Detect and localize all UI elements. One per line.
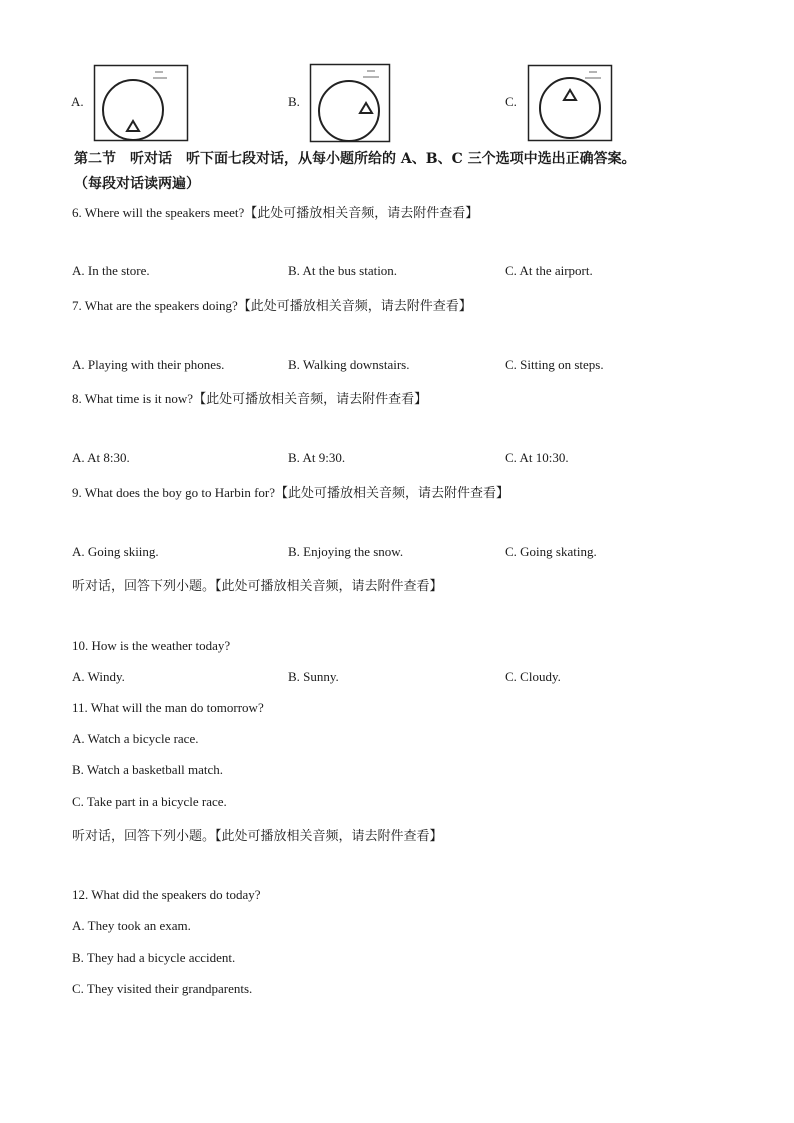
question-10-option-b: B. Sunny. bbox=[288, 669, 339, 684]
question-6-option-c: C. At the airport. bbox=[505, 263, 593, 278]
question-11-option-b: B. Watch a basketball match. bbox=[72, 762, 224, 777]
question-11-option-a: A. Watch a bicycle race. bbox=[72, 731, 199, 746]
question-6-option-b: B. At the bus station. bbox=[288, 263, 398, 278]
group-1-intro: 听对话，回答下列小题。【此处可播放相关音频，请去附件查看】 bbox=[72, 578, 443, 593]
question-12-option-c: C. They visited their grandparents. bbox=[72, 981, 253, 996]
question-9-option-c: C. Going skating. bbox=[505, 544, 597, 559]
question-6-stem: 6. Where will the speakers meet?【此处可播放相关音频，请去附件查看】 bbox=[72, 205, 479, 220]
section-heading-note: （每段对话读两遍） bbox=[74, 176, 200, 192]
question-11-stem: 11. What will the man do tomorrow? bbox=[72, 700, 264, 715]
question-12-stem: 12. What did the speakers do today? bbox=[72, 887, 261, 902]
figure-b-image bbox=[309, 63, 391, 143]
group-2-intro: 听对话，回答下列小题。【此处可播放相关音频，请去附件查看】 bbox=[72, 828, 443, 843]
question-9-option-b: B. Enjoying the snow. bbox=[288, 544, 404, 559]
section-heading: 第二节 听对话 听下面七段对话，从每小题所给的 A、B、C 三个选项中选出正确答案。 bbox=[74, 151, 636, 167]
question-7-stem: 7. What are the speakers doing?【此处可播放相关音频，请去附件查看】 bbox=[72, 298, 472, 313]
question-10-option-c: C. Cloudy. bbox=[505, 669, 561, 684]
figure-c-label: C. bbox=[505, 94, 517, 109]
question-8-option-c: C. At 10:30. bbox=[505, 450, 569, 465]
question-12-option-a: A. They took an exam. bbox=[72, 918, 191, 933]
figure-b-label: B. bbox=[288, 94, 300, 109]
question-6-option-a: A. In the store. bbox=[72, 263, 150, 278]
question-8-option-b: B. At 9:30. bbox=[288, 450, 346, 465]
question-10-option-a: A. Windy. bbox=[72, 669, 125, 684]
question-10-stem: 10. How is the weather today? bbox=[72, 638, 231, 653]
figure-a-label: A. bbox=[71, 94, 84, 109]
question-8-option-a: A. At 8:30. bbox=[72, 450, 130, 465]
question-7-option-b: B. Walking downstairs. bbox=[288, 357, 410, 372]
question-9-option-a: A. Going skiing. bbox=[72, 544, 159, 559]
question-7-option-c: C. Sitting on steps. bbox=[505, 357, 604, 372]
question-8-stem: 8. What time is it now?【此处可播放相关音频，请去附件查看】 bbox=[72, 391, 428, 406]
question-7-option-a: A. Playing with their phones. bbox=[72, 357, 225, 372]
figure-a-image bbox=[93, 64, 189, 142]
question-9-stem: 9. What does the boy go to Harbin for?【此处可播放相关音频，请去附件查看】 bbox=[72, 485, 510, 500]
question-11-option-c: C. Take part in a bicycle race. bbox=[72, 794, 227, 809]
figure-c-image bbox=[527, 64, 613, 142]
question-12-option-b: B. They had a bicycle accident. bbox=[72, 950, 236, 965]
